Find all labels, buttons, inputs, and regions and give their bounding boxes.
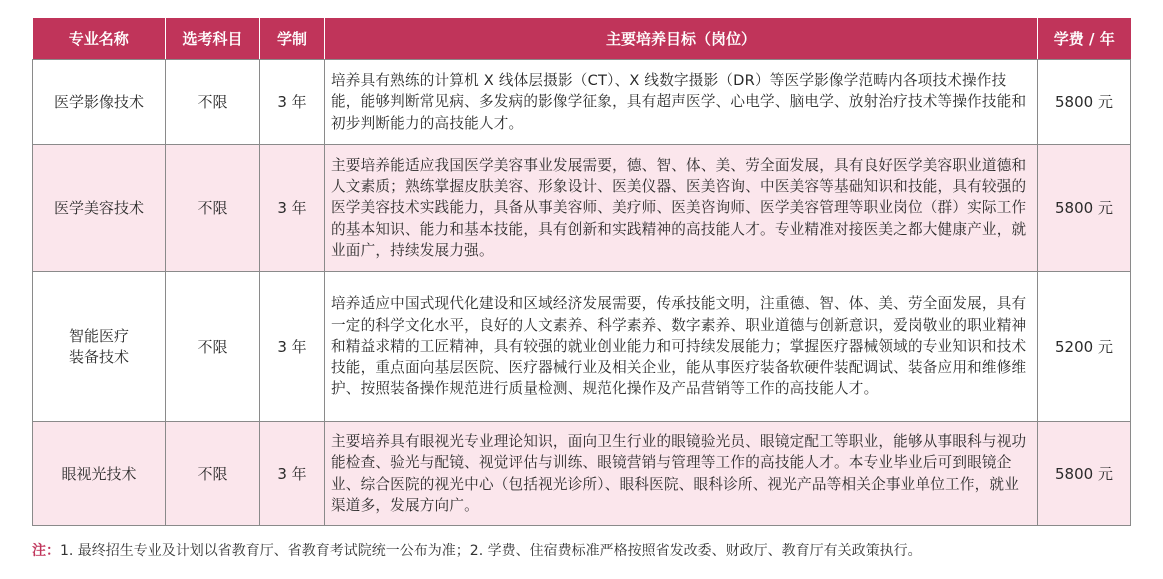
footnote bbox=[32, 540, 922, 560]
table-row bbox=[33, 60, 1131, 145]
header-goal: 主要培养目标（岗位） bbox=[325, 18, 1038, 60]
fee-cell: 5800 元 bbox=[1038, 422, 1131, 526]
fee-cell: 5200 元 bbox=[1038, 272, 1131, 422]
program-name-cell: 眼视光技术 bbox=[33, 422, 166, 526]
duration-cell: 3 年 bbox=[260, 272, 325, 422]
fee-cell: 5800 元 bbox=[1038, 60, 1131, 145]
subject-cell: 不限 bbox=[166, 422, 260, 526]
goal-cell: 培养具有熟练的计算机 X 线体层摄影（CT）、X 线数字摄影（DR）等医学影像学范畴内各项技术操作技能，能够判断常见病、多发病的影像学征象，具有超声医学、心电学、脑电学、放射治疗技术等操作技能和初步判断能力的高技能人才。 bbox=[325, 60, 1038, 145]
goal-cell: 培养适应中国式现代化建设和区域经济发展需要，传承技能文明，注重德、智、体、美、劳全面发展，具有一定的科学文化水平，良好的人文素养、科学素养、数字素养、职业道德与创新意识，爱岗敬业的职业精神和精益求精的工匠精神，具有较强的就业创业能力和可持续发展能力；掌握医疗器械领域的专业知识和技术技能，重点面向基层医院、医疗器械行业及相关企业，能从事医疗装备软硬件装配调试、装备应用和维修维护、按照装备操作规范进行质量检测、规范化操作及产品营销等工作的高技能人才。 bbox=[325, 272, 1038, 422]
subject-cell: 不限 bbox=[166, 60, 260, 145]
table-row bbox=[33, 145, 1131, 272]
fee-cell: 5800 元 bbox=[1038, 145, 1131, 272]
header-program-name: 专业名称 bbox=[33, 18, 166, 60]
duration-cell: 3 年 bbox=[260, 422, 325, 526]
header-subject: 选考科目 bbox=[166, 18, 260, 60]
programs-table bbox=[32, 18, 1131, 526]
subject-cell: 不限 bbox=[166, 145, 260, 272]
header-duration: 学制 bbox=[260, 18, 325, 60]
duration-cell: 3 年 bbox=[260, 145, 325, 272]
program-name-text: 智能医疗装备技术 bbox=[68, 326, 129, 366]
table-header-row bbox=[33, 18, 1131, 60]
program-name-cell: 医学影像技术 bbox=[33, 60, 166, 145]
table-row bbox=[33, 422, 1131, 526]
footnote-label: 注： bbox=[32, 543, 60, 559]
table-row bbox=[33, 272, 1131, 422]
goal-cell: 主要培养具有眼视光专业理论知识，面向卫生行业的眼镜验光员、眼镜定配工等职业，能够从事眼科与视功能检查、验光与配镜、视觉评估与训练、眼镜营销与管理等工作的高技能人才。本专业毕业后可到眼镜企业、综合医院的视光中心（包括视光诊所）、眼科医院、眼科诊所、视光产品等相关企事业单位工作，就业渠道多，发展方向广。 bbox=[325, 422, 1038, 526]
footnote-text: 1. 最终招生专业及计划以省教育厅、省教育考试院统一公布为准；2. 学费、住宿费标准严格按照省发改委、财政厅、教育厅有关政策执行。 bbox=[60, 543, 922, 559]
program-name-cell bbox=[33, 272, 166, 422]
duration-cell: 3 年 bbox=[260, 60, 325, 145]
subject-cell: 不限 bbox=[166, 272, 260, 422]
program-name-cell: 医学美容技术 bbox=[33, 145, 166, 272]
header-fee: 学费 / 年 bbox=[1038, 18, 1131, 60]
goal-cell: 主要培养能适应我国医学美容事业发展需要，德、智、体、美、劳全面发展，具有良好医学美容职业道德和人文素质；熟练掌握皮肤美容、形象设计、医美仪器、医美咨询、中医美容等基础知识和技能，具有较强的医学美容技术实践能力，具备从事美容师、美疗师、医美咨询师、医学美容管理等职业岗位（群）实际工作的基本知识、能力和基本技能，具有创新和实践精神的高技能人才。专业精准对接医美之都大健康产业，就业面广，持续发展力强。 bbox=[325, 145, 1038, 272]
